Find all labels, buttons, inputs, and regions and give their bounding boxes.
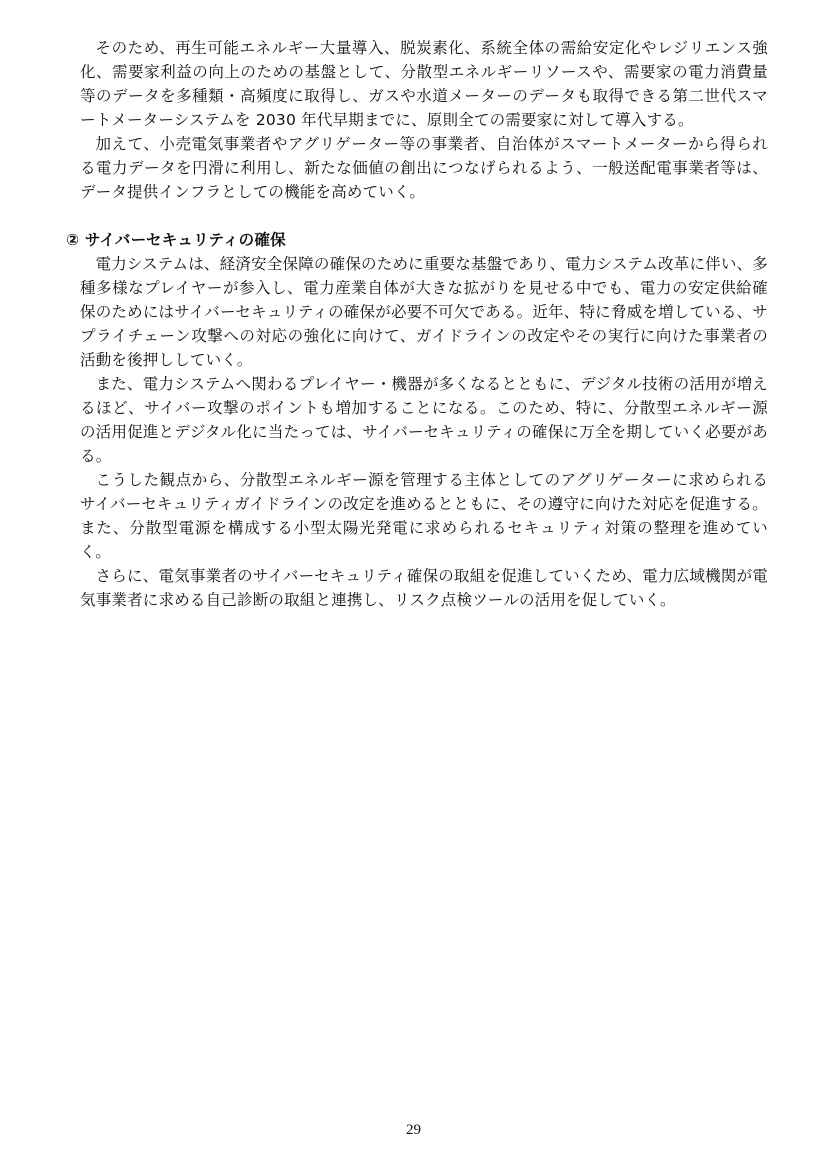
page-number: 29 bbox=[406, 1122, 421, 1138]
section-paragraph-2: また、電力システムへ関わるプレイヤー・機器が多くなるとともに、デジタル技術の活用が増えるほど、サイバー攻撃のポイントも増加することになる。このため、特に、分散型エネルギー源の活用促進とデジタル化に当たっては、サイバーセキュリティの確保に万全を期していく必要がある。 bbox=[80, 375, 768, 465]
intro-paragraph-2: 加えて、小売電気事業者やアグリゲーター等の事業者、自治体がスマートメーターから得られる電力データを円滑に利用し、新たな価値の創出につなげられるよう、一般送配電事業者等は、データ提供インフラとしての機能を高めていく。 bbox=[80, 135, 768, 201]
intro-paragraph-1: そのため、再生可能エネルギー大量導入、脱炭素化、系統全体の需給安定化やレジリエンス強化、需要家利益の向上のための基盤として、分散型エネルギーリソースや、需要家の電力消費量等のデータを多種類・高頻度に取得し、ガスや水道メーターのデータも取得できる第二世代スマートメーターシステムを 2030 年代早期までに、原則全ての需要家に対して導入する。 bbox=[80, 39, 768, 129]
cybersecurity-section bbox=[66, 228, 768, 612]
section-paragraph-4: さらに、電気事業者のサイバーセキュリティ確保の取組を促進していくため、電力広域機関が電気事業者に求める自己診断の取組と連携し、リスク点検ツールの活用を促していく。 bbox=[80, 567, 768, 609]
document-body bbox=[66, 36, 768, 612]
section-paragraph-1: 電力システムは、経済安全保障の確保のために重要な基盤であり、電力システム改革に伴い、多種多様なプレイヤーが参入し、電力産業自体が大きな拡がりを見せる中でも、電力の安定供給確保のためにはサイバーセキュリティの確保が必要不可欠である。近年、特に脅威を増している、サプライチェーン攻撃への対応の強化に向けて、ガイドラインの改定やその実行に向けた事業者の活動を後押ししていく。 bbox=[80, 255, 768, 369]
section-heading: ② サイバーセキュリティの確保 bbox=[66, 231, 286, 249]
section-paragraph-3: こうした観点から、分散型エネルギー源を管理する主体としてのアグリゲーターに求められるサイバーセキュリティガイドラインの改定を進めるとともに、その遵守に向けた対応を促進する。また、分散型電源を構成する小型太陽光発電に求められるセキュリティ対策の整理を進めていく。 bbox=[80, 471, 768, 561]
